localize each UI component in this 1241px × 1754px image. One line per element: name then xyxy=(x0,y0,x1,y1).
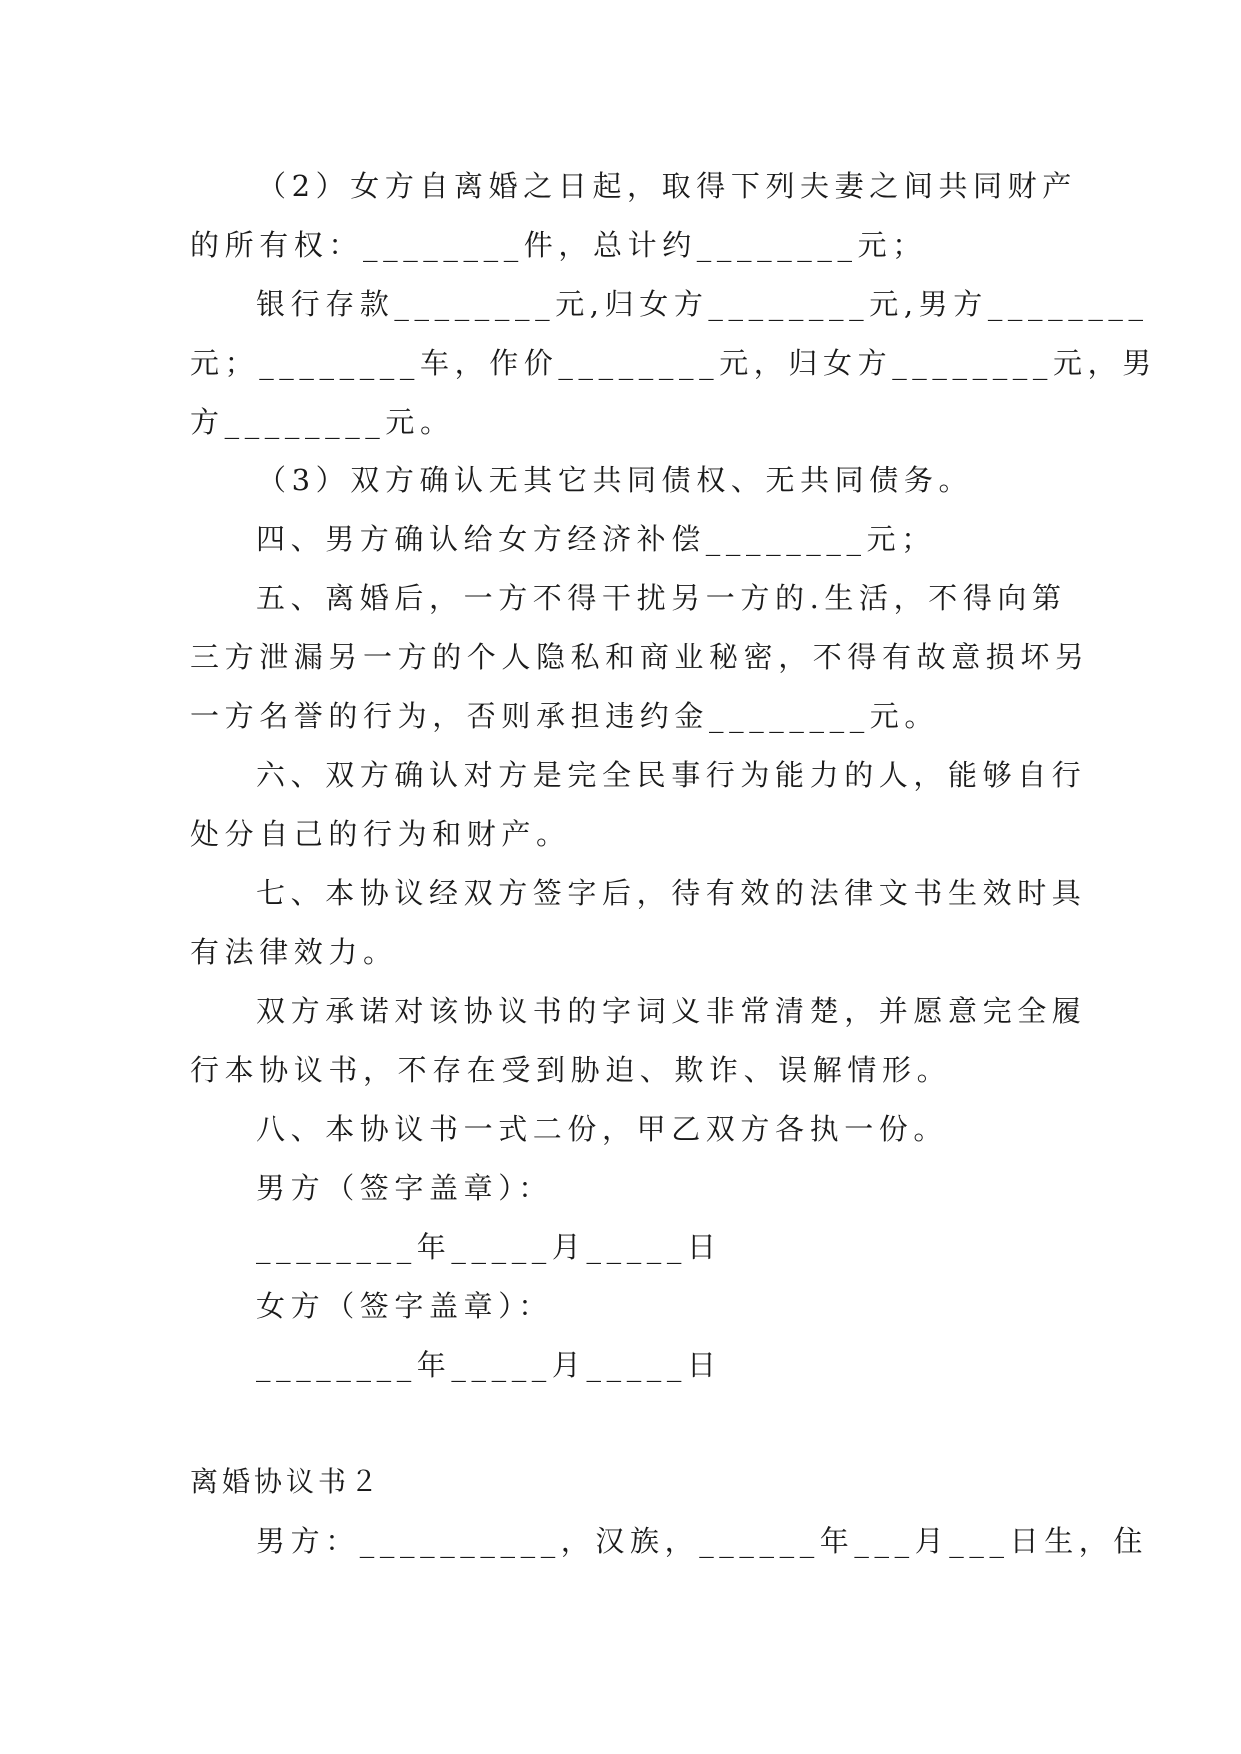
paragraph-line: 三方泄漏另一方的个人隐私和商业秘密，不得有故意损坏另 xyxy=(190,640,1090,674)
section-title: 离婚协议书２ xyxy=(190,1465,383,1498)
paragraph-line: 双方承诺对该协议书的字词义非常清楚，并愿意完全履 xyxy=(256,994,1087,1028)
paragraph-line: 处分自己的行为和财产。 xyxy=(190,817,571,851)
date-line-female: ________年_____月_____日 xyxy=(256,1348,722,1382)
date-line-male: ________年_____月_____日 xyxy=(256,1230,722,1264)
paragraph-line: （2）女方自离婚之日起，取得下列夫妻之间共同财产 xyxy=(257,169,1077,203)
paragraph-line: 八、本协议书一式二份，甲乙双方各执一份。 xyxy=(256,1112,949,1146)
paragraph-line: 六、双方确认对方是完全民事行为能力的人，能够自行 xyxy=(256,758,1087,792)
paragraph-line: 行本协议书，不存在受到胁迫、欺诈、误解情形。 xyxy=(190,1053,952,1087)
signature-label-female: 女方（签字盖章）： xyxy=(256,1289,553,1323)
paragraph-line: 五、离婚后，一方不得干扰另一方的.生活，不得向第 xyxy=(256,581,1067,615)
signature-label-male: 男方（签字盖章）： xyxy=(256,1171,553,1205)
paragraph-line: 一方名誉的行为，否则承担违约金________元。 xyxy=(190,699,940,733)
paragraph-line: 元；________车，作价________元，归女方________元，男 xyxy=(190,346,1157,380)
paragraph-line: 男方：__________，汉族，______年___月___日生，住 xyxy=(256,1524,1149,1558)
paragraph-line: 的所有权：________件，总计约________元； xyxy=(190,228,927,262)
paragraph-line: 银行存款________元,归女方________元,男方________ xyxy=(256,287,1149,321)
paragraph-line: 方________元。 xyxy=(190,405,455,439)
paragraph-line: 七、本协议经双方签字后，待有效的法律文书生效时具 xyxy=(256,876,1087,910)
paragraph-line: （3）双方确认无其它共同债权、无共同债务。 xyxy=(257,463,974,497)
paragraph-line: 四、男方确认给女方经济补偿________元； xyxy=(256,522,936,556)
paragraph-line: 有法律效力。 xyxy=(190,935,398,969)
